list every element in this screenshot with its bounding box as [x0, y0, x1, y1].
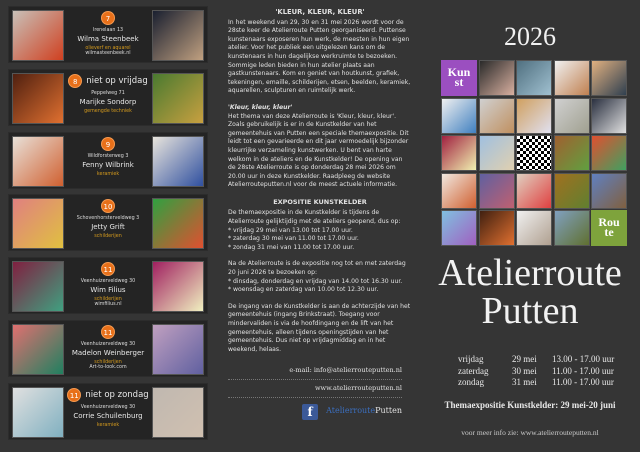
artist-technique: olieverf en aquarel — [85, 46, 131, 51]
artist-info — [67, 195, 149, 250]
artist-info — [67, 384, 149, 439]
artwork-grid — [441, 60, 627, 246]
artwork-tile — [554, 210, 590, 246]
route-tile: Rou te — [591, 210, 627, 246]
artist-list — [8, 6, 208, 446]
artwork-tile — [591, 60, 627, 96]
schedule-date: 30 mei — [512, 365, 537, 376]
artist-card — [8, 320, 208, 377]
title-line-1: Atelierroute — [438, 252, 622, 294]
artwork-image — [152, 261, 204, 312]
route-number-badge: 8 — [68, 74, 82, 88]
expo-line: * zaterdag 30 mei van 11.00 tot 17.00 uur. — [228, 235, 359, 243]
artist-name: Wim Filius — [90, 286, 126, 295]
facebook-name-a: Atelierroute — [326, 406, 376, 416]
artist-technique: keramiek — [96, 422, 120, 428]
schedule-day: zaterdag — [458, 365, 489, 376]
artist-technique: schilderijen — [94, 297, 122, 303]
schedule-row — [458, 354, 614, 366]
expo-heading: EXPOSITIE KUNSTKELDER — [273, 197, 367, 206]
artwork-tile — [554, 135, 590, 171]
artwork-image — [12, 136, 64, 187]
artist-name: Madelon Weinberger — [71, 348, 145, 357]
artwork-tile — [441, 210, 477, 246]
route-number-badge: 7 — [101, 11, 115, 25]
artwork-image — [12, 198, 64, 249]
access-text: De ingang van de Kunstkelder is aan de achterzijde van het gemeentehuis (ingang Brinkstraat). Toegang voor mindervaliden is via de hoofdingang en de lift van het gemeentehuis, alleen tijdens openingstijden van het gemeentehuis. Dus niet op vrijdagmiddag en in het weekend, helaas. — [228, 302, 411, 353]
title-line-2: Putten — [481, 290, 579, 332]
artwork-tile — [479, 210, 515, 246]
artist-info — [67, 321, 149, 376]
availability-note: niet op zondag — [85, 390, 149, 401]
expo-line: * zondag 31 mei van 11.00 tot 17.00 uur. — [228, 243, 355, 251]
artist-card — [8, 257, 208, 314]
website-link[interactable]: www.atelierrouteputten.nl — [228, 380, 402, 398]
schedule-day: vrijdag — [458, 354, 484, 364]
expo-line: * vrijdag 29 mei van 13.00 tot 17.00 uur. — [228, 226, 353, 234]
theme-title: 'Kleur, kleur, kleur' — [228, 103, 293, 111]
artwork-image — [152, 324, 204, 375]
year: 2026 — [504, 22, 556, 51]
artist-address: Veenhuizerveldweg 30 — [80, 341, 136, 347]
artwork-tile — [479, 60, 515, 96]
facebook-link[interactable] — [228, 398, 412, 420]
intro-heading: 'KLEUR, KLEUR, KLEUR' — [275, 8, 365, 16]
artist-address: Peppelweg 71 — [91, 90, 125, 96]
qr-code[interactable] — [516, 135, 552, 171]
artist-address: Schovenhorsterveldweg 3 — [76, 216, 140, 222]
artwork-tile — [441, 98, 477, 134]
expo-text: Na de Atelierroute is de expositie nog tot en met zaterdag 20 juni 2026 te bezoeken op: — [228, 260, 406, 277]
artist-info — [67, 133, 149, 188]
route-number-badge: 11 — [101, 325, 115, 339]
schedule-time: 11.00 - 17.00 uur — [552, 377, 614, 387]
artwork-image — [152, 10, 204, 61]
artwork-tile — [554, 173, 590, 209]
artist-address: Irenelaan 13 — [92, 28, 124, 33]
artwork-image — [12, 10, 64, 61]
artwork-image — [152, 136, 204, 187]
artwork-tile — [516, 60, 552, 96]
artist-technique: keramiek — [96, 171, 120, 177]
artist-info — [67, 7, 149, 62]
email-link[interactable]: e-mail: info@atelierrouteputten.nl — [228, 362, 402, 380]
schedule-time: 13.00 - 17.00 uur — [552, 354, 615, 364]
more-info: voor meer info zie: www.atelierrouteputten.nl — [461, 428, 599, 437]
facebook-name-b: Putten — [375, 406, 402, 416]
facebook-icon: f — [302, 404, 318, 420]
intro-text: In het weekend van 29, 30 en 31 mei 2026 wordt voor de 28ste keer de Atelierroute Putten georganiseerd. Puttense kunstenaars exposeren hun werk, de meesten in hun eigen atelier. Voor het publiek een uitgelezen kans om de kunstenaars in hun dagelijkse werkruimte te bezoeken. Sommige leden bieden in hun atelier plaats aan gastkunstenaars. Kom en geniet van houtkunst, grafiek, tekeningen, emaille, schilderijen, etsen, beelden, keramiek, aquarellen, sculpturen en ruimtelijk werk. — [228, 18, 411, 95]
expo-line: * woensdag en zaterdag van 10.00 tot 12.30 uur. — [228, 286, 379, 294]
artist-name: Jetty Grift — [91, 223, 125, 232]
artist-card — [8, 69, 208, 126]
thema-expo: Themaexpositie Kunstkelder: 29 mei-20 juni — [444, 400, 616, 410]
artwork-tile — [479, 173, 515, 209]
artwork-tile — [554, 98, 590, 134]
artwork-image — [152, 73, 204, 124]
route-number-badge: 10 — [101, 199, 115, 213]
availability-note: niet op vrijdag — [86, 76, 148, 87]
kunst-tile: Kun st — [441, 60, 477, 96]
artwork-tile — [516, 210, 552, 246]
schedule-time: 11.00 - 17.00 uur — [552, 365, 614, 376]
artwork-image — [152, 387, 204, 438]
artist-name: Fenny Wilbrink — [82, 160, 134, 169]
artwork-tile — [591, 98, 627, 134]
route-number-badge: 9 — [101, 137, 115, 151]
artist-address: Veenhuizerveldweg 30 — [80, 279, 136, 285]
artwork-tile — [591, 173, 627, 209]
artist-card — [8, 383, 208, 440]
artwork-tile — [479, 98, 515, 134]
expo-text: De themaexpositie in de Kunstkelder is tijdens de Atelierroute gelijktijdig met de ateliers geopend, dus op: — [228, 209, 401, 226]
schedule-date: 31 mei — [512, 377, 537, 387]
artist-address: Veenhuizerveldweg 30 — [80, 404, 136, 410]
theme-text: Het thema van deze Atelierroute is 'Kleur, kleur, kleur'. Zoals gebruikelijk is er in de Kunstkelder van het gemeentehuis van Putten een speciale themaexpositie. Dit leidt tot een gevarieerde en dit jaar vermoedelijk bijzonder kleurrijke verzameling kunstwerken. U bent van harte welkom in de ateliers en de Kunstkelder! De opening van de 28ste Atelierroute is op donderdag 28 mei 2026 om 20.00 uur in deze Kunstkelder. Raadpleeg de website Atelierrouteputten.nl voor de meest actuele informatie. — [228, 112, 409, 189]
artist-card — [8, 194, 208, 251]
artwork-image — [12, 387, 64, 438]
artwork-tile — [441, 173, 477, 209]
artwork-image — [12, 261, 64, 312]
expo-line: * dinsdag, donderdag en vrijdag van 14.00 tot 16.30 uur. — [228, 277, 403, 285]
artist-address: Wildforsterweg 3 — [87, 153, 129, 159]
artwork-tile — [479, 135, 515, 171]
artist-name: Corrie Schuilenburg — [73, 411, 143, 420]
artist-technique: schilderijen — [94, 234, 122, 240]
route-number-badge: 11 — [101, 262, 115, 276]
artwork-image — [12, 73, 64, 124]
route-number-badge: 11 — [67, 388, 81, 402]
artist-technique: schilderijen — [94, 359, 122, 365]
artist-name: Wilma Steenbeek — [77, 35, 139, 43]
cover-title — [420, 254, 640, 330]
artist-info — [67, 258, 149, 313]
artist-website[interactable]: wimfilius.nl — [94, 302, 122, 308]
artwork-image — [152, 198, 204, 249]
artist-card — [8, 6, 208, 63]
artist-name: Marijke Sondorp — [79, 97, 137, 106]
info-column — [228, 8, 412, 420]
artwork-tile — [516, 173, 552, 209]
artist-card — [8, 132, 208, 189]
schedule — [458, 354, 614, 389]
schedule-row — [458, 366, 614, 378]
artwork-tile — [591, 135, 627, 171]
schedule-row — [458, 377, 614, 389]
contact — [228, 362, 412, 397]
artist-website[interactable]: wilmasteenbeek.nl — [85, 51, 131, 56]
artwork-image — [12, 324, 64, 375]
artwork-tile — [554, 60, 590, 96]
artist-website[interactable]: Art-to-look.com — [89, 364, 127, 370]
schedule-date: 29 mei — [512, 354, 537, 364]
artist-info — [67, 70, 149, 125]
schedule-day: zondag — [458, 377, 484, 387]
artist-technique: gemengde techniek — [84, 108, 132, 114]
artwork-tile — [516, 98, 552, 134]
artwork-tile — [441, 135, 477, 171]
